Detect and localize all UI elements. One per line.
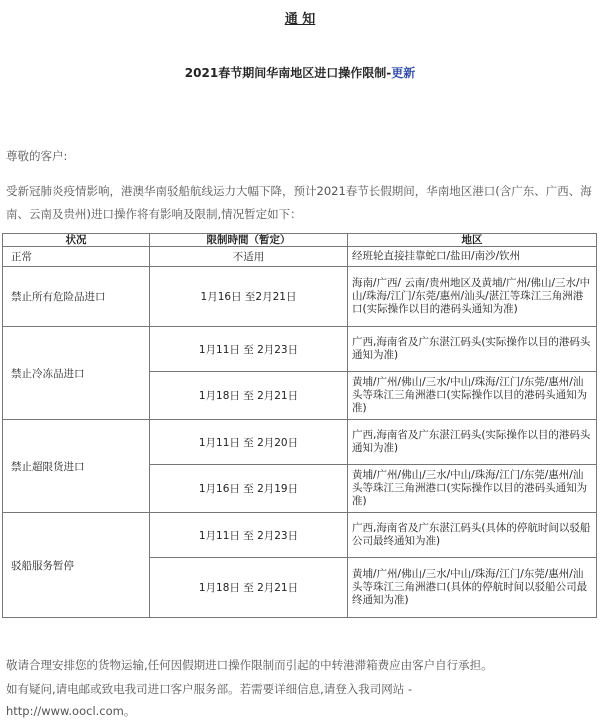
period-cell: 1月16日 至 2月19日 bbox=[150, 465, 348, 513]
table-row bbox=[3, 247, 597, 267]
table-row bbox=[3, 267, 597, 327]
header-status: 状况 bbox=[3, 234, 150, 247]
period-cell: 不适用 bbox=[150, 247, 348, 267]
greeting: 尊敬的客户: bbox=[6, 149, 68, 163]
period-cell: 1月16日 至2月21日 bbox=[150, 267, 348, 327]
notice-subtitle bbox=[0, 64, 600, 81]
area-cell: 广西,海南省及广东湛江码头(实际操作以目的港码头通知为准) bbox=[348, 420, 597, 465]
intro-paragraph: 受新冠肺炎疫情影响，港澳华南驳船航线运力大幅下降，预计2021春节长假期间，华南地区港口(含广东、广西、海南、云南及贵州)进口操作将有影响及限制,情况暂定如下： bbox=[6, 184, 592, 221]
status-cell: 禁止超限货进口 bbox=[3, 420, 150, 513]
notice-title: 通 知 bbox=[284, 12, 316, 27]
period-cell: 1月11日 至 2月20日 bbox=[150, 420, 348, 465]
update-link[interactable]: 更新 bbox=[391, 66, 416, 80]
period-cell: 1月18日 至 2月21日 bbox=[150, 558, 348, 618]
website-link[interactable]: http://www.oocl.com。 bbox=[6, 704, 136, 718]
status-cell: 禁止所有危险品进口 bbox=[3, 267, 150, 327]
footer-contact: 如有疑问,请电邮或致电我司进口客户服务部。若需要详细信息,请登入我司网站 - bbox=[6, 682, 413, 696]
header-area: 地区 bbox=[348, 234, 597, 247]
period-cell: 1月11日 至 2月23日 bbox=[150, 327, 348, 372]
area-cell: 黄埔/广州/佛山/三水/中山/珠海/江门/东莞/惠州/汕头等珠江三角洲港口(实际操作以目的港码头通知为准) bbox=[348, 372, 597, 420]
subtitle-text: 2021春节期间华南地区进口操作限制- bbox=[184, 66, 392, 80]
status-cell: 正常 bbox=[3, 247, 150, 267]
status-cell: 禁止冷冻品进口 bbox=[3, 327, 150, 420]
period-cell: 1月11日 至 2月23日 bbox=[150, 513, 348, 558]
area-cell: 广西,海南省及广东湛江码头(具体的停航时间以驳船公司最终通知为准) bbox=[348, 513, 597, 558]
table-row bbox=[3, 420, 597, 465]
area-cell: 经班轮直接挂靠蛇口/盐田/南沙/钦州 bbox=[348, 247, 597, 267]
status-cell: 驳船服务暂停 bbox=[3, 513, 150, 618]
area-cell: 广西,海南省及广东湛江码头(实际操作以目的港码头通知为准) bbox=[348, 327, 597, 372]
area-cell: 黄埔/广州/佛山/三水/中山/珠海/江门/东莞/惠州/汕头等珠江三角洲港口(具体的停航时间以驳船公司最终通知为准) bbox=[348, 558, 597, 618]
footer-note: 敬请合理安排您的货物运输,任何因假期进口操作限制而引起的中转港滞箱费应由客户自行承担。 bbox=[6, 658, 493, 672]
header-period: 限制時間（暂定） bbox=[150, 234, 348, 247]
period-cell: 1月18日 至 2月21日 bbox=[150, 372, 348, 420]
area-cell: 黄埔/广州/佛山/三水/中山/珠海/江门/东莞/惠州/汕头等珠江三角洲港口(实际操作以目的港码头通知为准) bbox=[348, 465, 597, 513]
restriction-table bbox=[2, 233, 597, 618]
table-row bbox=[3, 513, 597, 558]
table-row bbox=[3, 327, 597, 372]
table-header-row bbox=[3, 234, 597, 247]
area-cell: 海南/广西/ 云南/贵州地区及黄埔/广州/佛山/三水/中山/珠海/江门/东莞/惠州/汕头/湛江等珠江三角洲港口(实际操作以目的港码头通知为准) bbox=[348, 267, 597, 327]
